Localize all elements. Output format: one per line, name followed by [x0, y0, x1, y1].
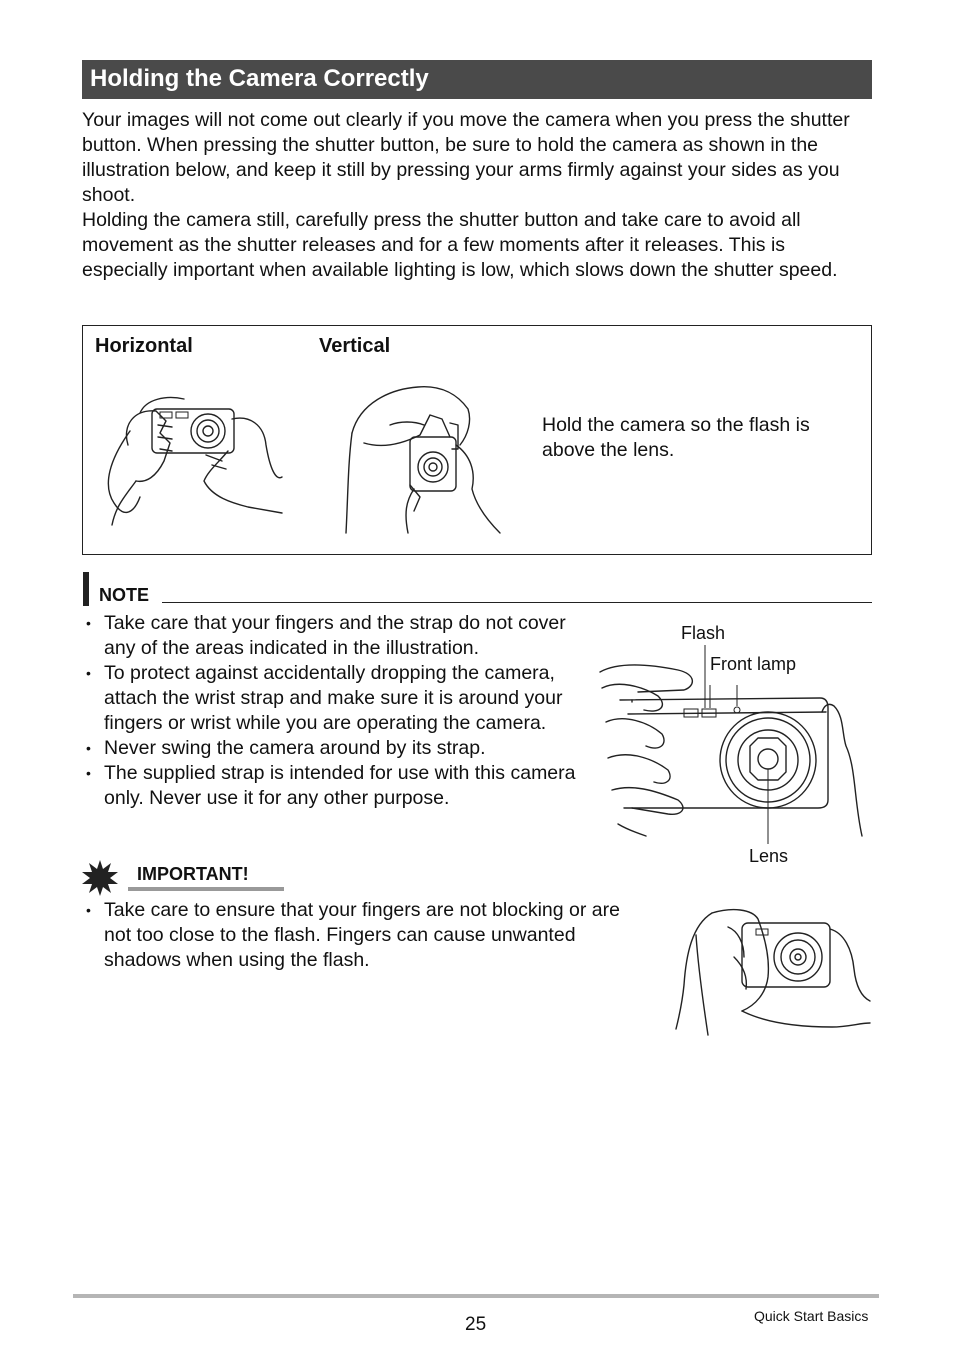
note-marker-bar [83, 572, 89, 606]
lens-label: Lens [749, 846, 789, 866]
intro-text [82, 108, 872, 283]
intro-paragraph-2: Holding the camera still, carefully press the shutter button and take care to avoid all movement as the shutter releases and for a few moments after it releases. This is especially important when available lighting is low, which slows down the shutter speed. [82, 209, 838, 281]
important-starburst-icon [82, 860, 118, 896]
horizontal-label: Horizontal [95, 335, 193, 357]
important-heading: IMPORTANT! [137, 864, 249, 884]
camera-front-diagram [598, 640, 868, 845]
note-list [82, 611, 582, 811]
note-heading: NOTE [99, 585, 150, 605]
intro-paragraph-1: Your images will not come out clearly if you move the camera when you press the shutter button. When pressing the shutter button, be sure to hold the camera as shown in the illustration below, and keep it still by pressing your arms firmly against your sides as you shoot. [82, 109, 850, 206]
flash-label: Flash [681, 623, 726, 643]
important-underline [128, 887, 284, 891]
note-item: • To protect against accidentally dropping the camera, attach the wrist strap and make sure it is around your fingers or wrist while you are operating the camera. [82, 661, 582, 736]
fingers-near-flash-illustration [672, 905, 872, 1045]
page-number: 25 [465, 1314, 487, 1335]
footer-rule [73, 1294, 879, 1298]
note-item: • The supplied strap is intended for use with this camera only. Never use it for any other purpose. [82, 761, 582, 811]
vertical-hold-illustration [330, 385, 510, 535]
note-item: • Take care that your fingers and the strap do not cover any of the areas indicated in the illustration. [82, 611, 582, 661]
important-list [82, 898, 652, 973]
vertical-label: Vertical [319, 335, 391, 357]
note-item: • Never swing the camera around by its strap. [82, 736, 582, 761]
footer-section-name: Quick Start Basics [754, 1308, 869, 1324]
important-item: • Take care to ensure that your fingers are not blocking or are not too close to the flash. Fingers can cause unwanted shadows when using the flash. [82, 898, 652, 973]
front-lamp-label: Front lamp [710, 654, 797, 674]
horizontal-hold-illustration [100, 385, 290, 533]
hold-instruction-text: Hold the camera so the flash is above the lens. [542, 414, 810, 461]
note-divider [162, 602, 872, 603]
section-title: Holding the Camera Correctly [90, 65, 429, 92]
